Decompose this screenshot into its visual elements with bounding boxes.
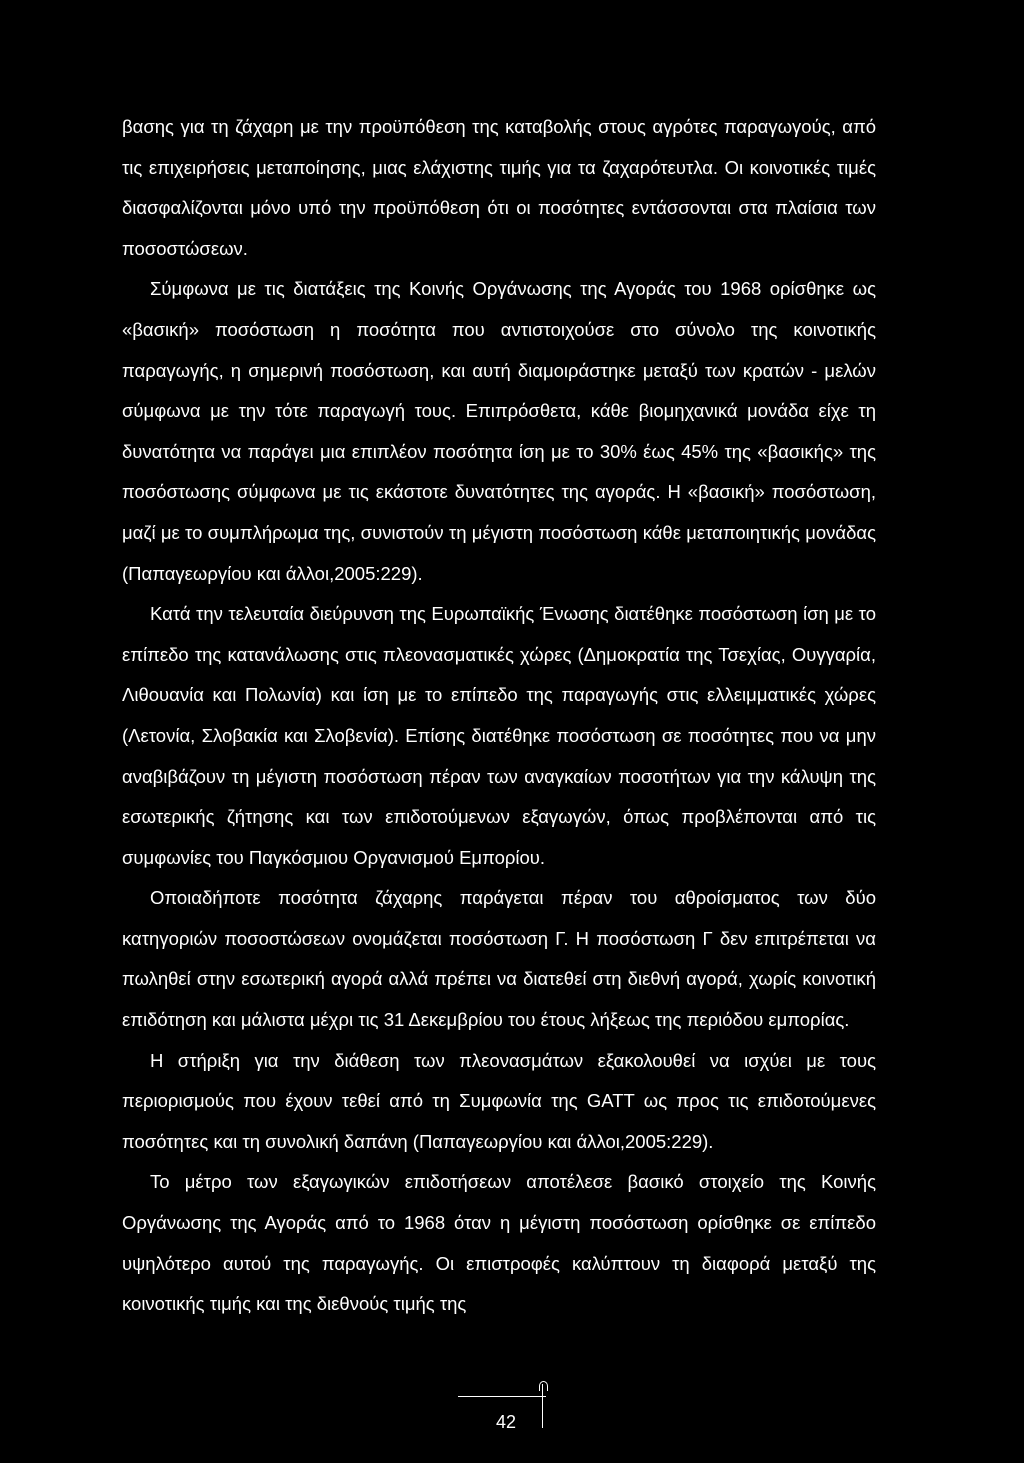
page-number: 42 — [496, 1412, 517, 1432]
paragraph-1: βασης για τη ζάχαρη με την προϋπόθεση της καταβολής στους αγρότες παραγωγούς, από τις επιχειρήσεις μεταποίησης, μιας ελάχιστης τιμής για τα ζαχαρότευτλα. Οι κοινοτικές τιμές διασφαλίζονται μόνο υπό την προϋπόθεση ότι οι ποσότητες εντάσσονται στα πλαίσια των ποσοστώσεων. — [122, 116, 876, 259]
paragraph-3: Κατά την τελευταία διεύρυνση της Ευρωπαϊκής Ένωσης διατέθηκε ποσόστωση ίση με το επίπεδο της κατανάλωσης στις πλεονασματικές χώρες (Δημοκρατία της Τσεχίας, Ουγγαρία, Λιθουανία και Πολωνία) και ίση με το επίπεδο της παραγωγής στις ελλειμματικές χώρες (Λετονία, Σλοβακία και Σλοβενία). Επίσης διατέθηκε ποσόστωση σε ποσότητες που να μην αναβιβάζουν τη μέγιστη ποσόστωση πέραν των αναγκαίων ποσοτήτων για την κάλυψη της εσωτερικής ζήτησης και των επιδοτούμενων εξαγωγών, όπως προβλέπονται από τις συμφωνίες του Παγκόσμιου Οργανισμού Εμπορίου. — [122, 603, 876, 868]
paragraph-2: Σύμφωνα με τις διατάξεις της Κοινής Οργάνωσης της Αγοράς του 1968 ορίσθηκε ως «βασική» ποσόστωση η ποσότητα που αντιστοιχούσε στο σύνολο της κοινοτικής παραγωγής, η σημερινή ποσόστωση, και αυτή διαμοιράστηκε μεταξύ των κρατών - μελών σύμφωνα με την τότε παραγωγή τους. Επιπρόσθετα, κάθε βιομηχανικά μονάδα είχε τη δυνατότητα να παράγει μια επιπλέον ποσότητα ίση με το 30% έως 45% της «βασικής» της ποσόστωσης σύμφωνα με τις εκάστοτε δυνατότητες της αγοράς. Η «βασική» ποσόστωση, μαζί με το συμπλήρωμα της, συνιστούν τη μέγιστη ποσόστωση κάθε μεταποιητικής μονάδας (Παπαγεωργίου και άλλοι,2005:229). — [122, 278, 876, 584]
paragraph-4: Οποιαδήποτε ποσότητα ζάχαρης παράγεται πέραν του αθροίσματος των δύο κατηγοριών ποσοστώσεων ονομάζεται ποσόστωση Γ. Η ποσόστωση Γ δεν επιτρέπεται να πωληθεί στην εσωτερική αγορά αλλά πρέπει να διατεθεί στη διεθνή αγορά, χωρίς κοινοτική επιδότηση και μάλιστα μέχρι τις 31 Δεκεμβρίου του έτους λήξεως της περιόδου εμπορίας. — [122, 887, 876, 1031]
footer-bracket — [542, 1384, 551, 1428]
paragraph-5: Η στήριξη για την διάθεση των πλεονασμάτων εξακολουθεί να ισχύει με τους περιορισμούς που έχουν τεθεί από τη Συμφωνία της GATT ως προς τις επιδοτούμενες ποσότητες και τη συνολική δαπάνη (Παπαγεωργίου και άλλοι,2005:229). — [122, 1049, 876, 1152]
paragraph-6: Το μέτρο των εξαγωγικών επιδοτήσεων αποτέλεσε βασικό στοιχείο της Κοινής Οργάνωσης της Αγοράς από το 1968 όταν η μέγιστη ποσόστωση ορίσθηκε σε επίπεδο υψηλότερο αυτού της παραγωγής. Οι επιστροφές καλύπτουν τη διαφορά μεταξύ της κοινοτικής τιμής και της διεθνούς τιμής της — [122, 1171, 876, 1315]
footer-rule — [458, 1396, 546, 1397]
page-footer — [458, 1396, 558, 1440]
document-body — [122, 107, 876, 1325]
